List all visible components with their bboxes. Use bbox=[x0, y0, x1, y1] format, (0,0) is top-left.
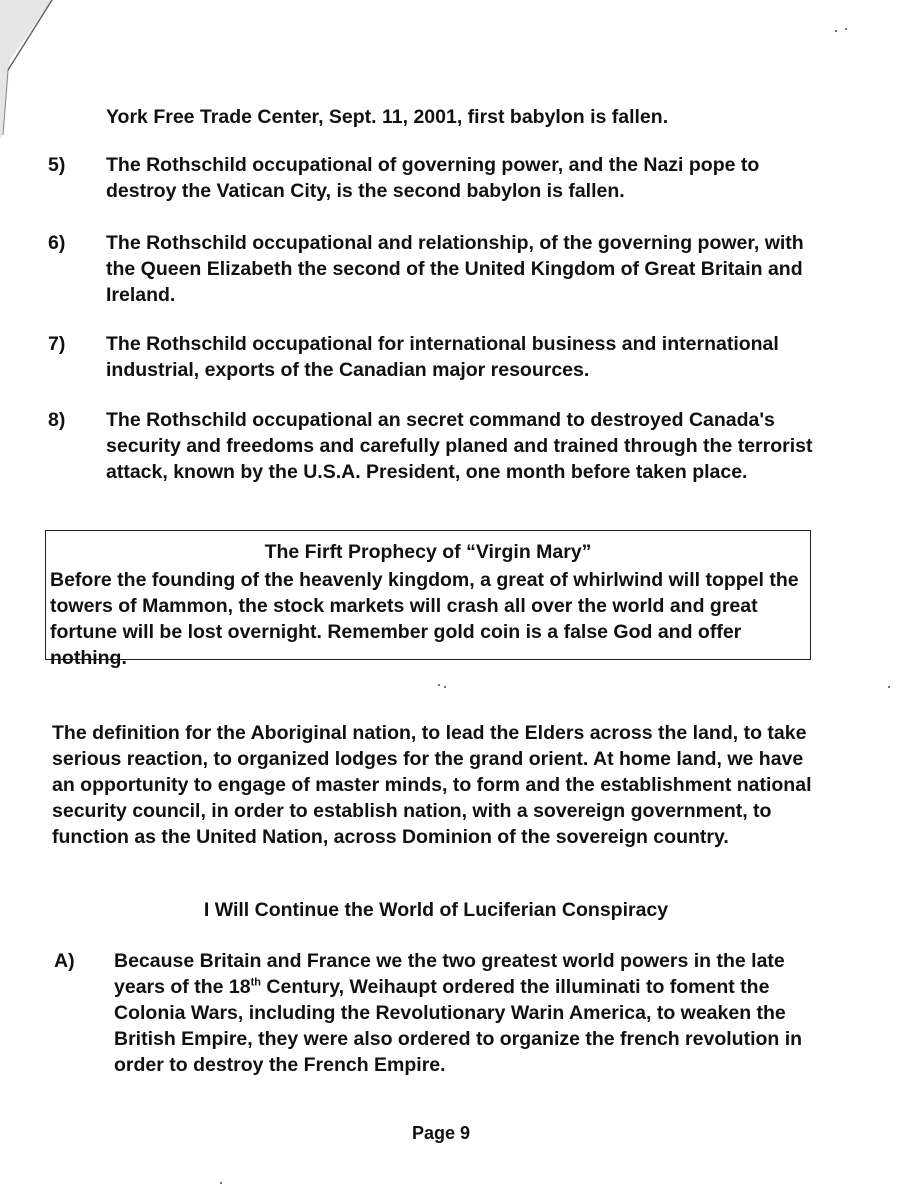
item-text: The Rothschild occupational of governing power, and the Nazi pope to destroy the Vatican City, is the second babylon is fallen. bbox=[106, 154, 760, 202]
scan-speck bbox=[220, 1182, 222, 1184]
scan-speck bbox=[845, 28, 847, 30]
item-text-part: Because Britain and France we the two greatest world powers in the late years of the 18 bbox=[114, 950, 785, 998]
scan-speck bbox=[444, 686, 446, 688]
item-text-part: Century, Weihaupt ordered the illuminati to foment the Colonia Wars, including the Revolutionary Warin America, to weaken the British Empire, they were also ordered to organize the french revolution in order to destroy the French Empire. bbox=[114, 976, 803, 1076]
prophecy-body: Before the founding of the heavenly kingdom, a great of whirlwind will toppel the towers of Mammon, the stock markets will crash all over the world and great fortune will be lost overnight. Remember gold coin is a false God and offer nothing. bbox=[50, 569, 799, 669]
item-text: The Rothschild occupational and relationship, of the governing power, with the Queen Elizabeth the second of the United Kingdom of Great Britain and Ireland. bbox=[106, 232, 804, 306]
prophecy-box bbox=[45, 530, 811, 669]
definition-paragraph: The definition for the Aboriginal nation, to lead the Elders across the land, to take serious reaction, to organized lodges for the grand orient. At home land, we have an opportunity to engage of master minds, to form and the establishment national security council, in order to establish nation, with a sovereign government, to function as the United Nation, across Dominion of the sovereign country. bbox=[52, 722, 812, 848]
continuation-line: York Free Trade Center, Sept. 11, 2001, first babylon is fallen. bbox=[106, 106, 669, 128]
scan-speck bbox=[438, 684, 440, 686]
item-number: A) bbox=[54, 950, 75, 972]
page-number: Page 9 bbox=[411, 1123, 471, 1143]
item-number: 7) bbox=[48, 333, 66, 355]
item-text bbox=[114, 948, 814, 1078]
item-number: 5) bbox=[48, 154, 66, 176]
scan-page-edge bbox=[0, 0, 60, 160]
section-heading: I Will Continue the World of Luciferian Conspiracy bbox=[203, 899, 669, 921]
item-number: 6) bbox=[48, 232, 66, 254]
item-text: The Rothschild occupational an secret command to destroyed Canada's security and freedoms and carefully planed and trained through the terrorist attack, known by the U.S.A. President, one month before taken place. bbox=[106, 409, 813, 483]
scan-speck bbox=[835, 30, 837, 32]
item-text: The Rothschild occupational for international business and international industrial, exports of the Canadian major resources. bbox=[106, 333, 779, 381]
ordinal-superscript: th bbox=[250, 976, 261, 989]
scan-speck bbox=[888, 686, 890, 688]
prophecy-title: The Firft Prophecy of “Virgin Mary” bbox=[264, 541, 592, 563]
item-number: 8) bbox=[48, 409, 66, 431]
